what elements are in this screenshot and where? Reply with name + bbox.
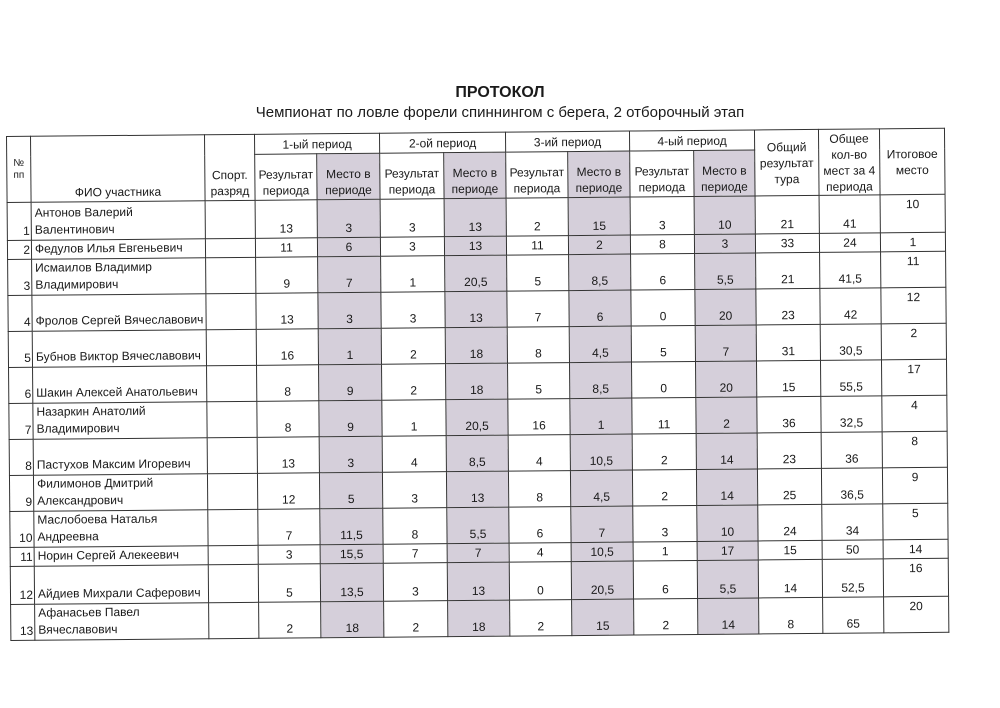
sum-places: 50 (822, 540, 883, 560)
period-place: 2 (696, 397, 757, 434)
period-result: 16 (256, 329, 318, 366)
period-place: 9 (319, 400, 382, 437)
row-number: 1 (7, 202, 31, 240)
period-place: 20,5 (571, 561, 633, 600)
final-place: 11 (881, 251, 946, 288)
period-result: 7 (258, 509, 320, 546)
period-place: 5 (319, 472, 382, 509)
period-result: 2 (632, 433, 696, 470)
total-result: 14 (758, 559, 822, 598)
sum-places: 42 (820, 288, 881, 325)
period-result: 8 (630, 234, 694, 254)
period-result: 0 (631, 361, 695, 398)
period-place: 13,5 (320, 563, 383, 602)
period-result: 13 (256, 293, 318, 330)
period-result: 5 (258, 564, 320, 603)
sport-rank (207, 437, 257, 473)
results-table (6, 128, 949, 641)
sport-rank (208, 564, 258, 602)
participant-name: Антонов Валерий Валентинович (31, 201, 205, 241)
header-result: Результат периода (380, 153, 444, 200)
total-result: 25 (757, 468, 821, 505)
period-place: 15 (568, 197, 630, 236)
period-result: 7 (383, 544, 447, 564)
period-place: 10 (694, 196, 755, 235)
period-result: 2 (384, 601, 448, 638)
final-place: 2 (881, 323, 946, 360)
sum-places: 41,5 (820, 252, 881, 289)
period-result: 11 (506, 236, 568, 256)
sport-rank (207, 473, 257, 509)
header-place: Место в периоде (694, 150, 755, 197)
period-place: 13 (447, 562, 509, 601)
sport-rank (205, 200, 255, 238)
period-place: 15,5 (320, 544, 383, 564)
sport-rank (206, 257, 256, 293)
period-place: 17 (697, 541, 758, 561)
period-result: 2 (381, 328, 445, 365)
period-result: 16 (508, 399, 570, 436)
period-place: 11,5 (320, 508, 383, 545)
sum-places: 30,5 (820, 324, 881, 361)
period-place: 2 (568, 235, 630, 255)
period-place: 5,5 (695, 253, 756, 290)
period-result: 8 (508, 471, 570, 508)
period-place: 10 (697, 505, 758, 542)
row-number: 2 (7, 240, 31, 259)
period-place: 13 (445, 291, 507, 328)
total-result: 15 (758, 540, 822, 560)
period-result: 2 (634, 598, 698, 635)
period-result: 3 (380, 237, 444, 257)
header-rank: Спорт. разряд (204, 134, 255, 200)
sum-places: 52,5 (822, 559, 883, 598)
period-place: 6 (569, 290, 631, 327)
period-place: 3 (317, 199, 380, 238)
header-final: Итоговое место (879, 128, 945, 195)
row-number: 10 (10, 511, 34, 547)
period-result: 8 (257, 401, 319, 438)
header-name: ФИО участника (31, 135, 206, 203)
period-result: 0 (509, 562, 571, 601)
sum-places: 24 (819, 233, 880, 253)
header-sum-places: Общее кол-во мест за 4 периода (818, 129, 880, 196)
participant-name: Пастухов Максим Игоревич (33, 438, 207, 476)
final-place: 16 (883, 558, 948, 597)
total-result: 21 (756, 252, 820, 289)
period-result: 6 (631, 253, 695, 290)
period-place: 18 (446, 363, 508, 400)
sum-places: 32,5 (821, 396, 882, 433)
participant-name: Исмаилов Владимир Владимирович (32, 258, 206, 296)
header-place: Место в периоде (317, 153, 380, 200)
participant-name: Бубнов Виктор Вячеславович (32, 330, 206, 368)
period-place: 5,5 (697, 560, 758, 599)
protocol-sheet (6, 128, 949, 641)
period-place: 3 (318, 292, 381, 329)
sum-places: 55,5 (820, 360, 881, 397)
participant-name: Афанасьев Павел Вячеславович (35, 603, 209, 641)
final-place: 4 (882, 395, 947, 432)
participant-name: Фролов Сергей Вячеславович (32, 294, 206, 332)
sum-places: 65 (823, 597, 884, 634)
row-number: 12 (10, 566, 34, 604)
period-result: 13 (257, 437, 319, 474)
period-result: 2 (382, 364, 446, 401)
period-result: 6 (633, 560, 697, 599)
period-result: 8 (383, 508, 447, 545)
sport-rank (207, 365, 257, 401)
sport-rank (206, 329, 256, 365)
sum-places: 36,5 (821, 468, 882, 505)
sport-rank (205, 238, 255, 257)
period-place: 7 (695, 325, 756, 362)
period-place: 9 (319, 364, 382, 401)
period-place: 14 (698, 598, 759, 635)
period-place: 20,5 (446, 399, 508, 436)
period-place: 20 (695, 361, 756, 398)
period-place: 4,5 (570, 470, 632, 507)
period-result: 12 (257, 473, 319, 510)
period-place: 6 (317, 237, 380, 257)
period-place: 8,5 (569, 254, 631, 291)
period-result: 1 (633, 541, 697, 561)
total-result: 23 (756, 288, 820, 325)
row-number: 3 (8, 259, 32, 295)
row-number: 6 (9, 367, 33, 403)
sport-rank (206, 293, 256, 329)
final-place: 9 (882, 467, 947, 504)
period-result: 4 (382, 436, 446, 473)
sport-rank (209, 602, 259, 638)
total-result: 36 (757, 396, 821, 433)
period-result: 13 (255, 200, 317, 239)
period-result: 11 (632, 397, 696, 434)
period-result: 5 (508, 363, 570, 400)
total-result: 33 (755, 233, 819, 253)
sum-places: 34 (822, 504, 883, 541)
period-place: 10,5 (570, 434, 632, 471)
period-place: 13 (446, 471, 508, 508)
period-result: 7 (507, 291, 569, 328)
period-result: 3 (380, 199, 444, 238)
participant-name: Назаркин Анатолий Владимирович (33, 402, 207, 440)
final-place: 8 (882, 431, 947, 468)
row-number: 5 (8, 331, 32, 367)
period-place: 7 (318, 256, 381, 293)
period-place: 8,5 (569, 362, 631, 399)
period-result: 1 (381, 256, 445, 293)
period-place: 8,5 (446, 435, 508, 472)
final-place: 10 (880, 194, 945, 233)
period-result: 2 (510, 600, 572, 637)
header-place: Место в периоде (444, 152, 506, 199)
header-period-1: 1-ый период (254, 133, 379, 154)
participant-name: Норин Сергей Алекеевич (34, 546, 208, 567)
period-result: 3 (383, 563, 447, 602)
total-result: 15 (756, 360, 820, 397)
period-result: 3 (381, 292, 445, 329)
period-place: 5,5 (447, 507, 509, 544)
final-place: 14 (883, 539, 948, 559)
sum-places: 41 (819, 195, 880, 234)
period-place: 13 (444, 236, 506, 256)
participant-name: Федулов Илья Евгеньевич (31, 239, 205, 260)
header-place: Место в периоде (568, 151, 630, 198)
period-place: 3 (694, 234, 755, 254)
row-number: 11 (10, 547, 34, 566)
sport-rank (208, 509, 258, 545)
final-place: 20 (884, 596, 949, 633)
results-body (7, 194, 949, 640)
total-result: 21 (755, 195, 819, 234)
sport-rank (207, 401, 257, 437)
period-place: 14 (696, 469, 757, 506)
period-result: 3 (258, 545, 320, 565)
row-number: 8 (9, 439, 33, 475)
period-place: 1 (570, 398, 632, 435)
period-place: 20 (695, 289, 756, 326)
period-place: 20,5 (445, 255, 507, 292)
period-result: 2 (632, 469, 696, 506)
period-result: 3 (630, 196, 694, 235)
period-result: 1 (382, 400, 446, 437)
participant-name: Филимонов Дмитрий Александрович (33, 474, 207, 512)
period-place: 3 (319, 436, 382, 473)
period-result: 5 (631, 325, 695, 362)
header-result: Результат периода (630, 150, 694, 197)
period-result: 2 (259, 602, 321, 639)
row-number: 13 (11, 604, 35, 640)
total-result: 8 (759, 597, 823, 634)
final-place: 1 (880, 232, 945, 252)
period-place: 4,5 (569, 326, 631, 363)
header-period-2: 2-ой период (379, 132, 505, 153)
period-result: 4 (508, 435, 570, 472)
period-place: 10,5 (571, 542, 633, 562)
final-place: 5 (883, 503, 948, 540)
total-result: 31 (756, 324, 820, 361)
period-result: 11 (255, 238, 317, 258)
sport-rank (208, 545, 258, 564)
header-num: № пп (7, 136, 32, 202)
header-period-4: 4-ый период (629, 130, 754, 151)
row-number: 9 (9, 475, 33, 511)
sum-places: 36 (821, 432, 882, 469)
participant-name: Шакин Алексей Анатольевич (33, 366, 207, 404)
table-row (11, 596, 949, 640)
period-result: 3 (633, 505, 697, 542)
final-place: 12 (881, 287, 946, 324)
header-result: Результат периода (255, 154, 317, 201)
period-place: 13 (444, 198, 506, 237)
period-result: 2 (506, 198, 568, 237)
period-result: 8 (507, 327, 569, 364)
period-place: 18 (448, 600, 510, 637)
period-place: 18 (321, 601, 384, 638)
participant-name: Айдиев Михрали Саферович (34, 565, 208, 605)
period-result: 8 (257, 365, 319, 402)
period-place: 7 (447, 543, 509, 563)
header-period-3: 3-ий период (505, 131, 629, 152)
row-number: 7 (9, 403, 33, 439)
participant-name: Маслобоева Наталья Андреевна (34, 510, 208, 548)
period-result: 6 (509, 507, 571, 544)
period-result: 0 (631, 289, 695, 326)
period-result: 9 (256, 257, 318, 294)
row-number: 4 (8, 295, 32, 331)
period-place: 18 (445, 327, 507, 364)
period-place: 15 (572, 599, 634, 636)
header-result: Результат периода (506, 152, 568, 199)
period-result: 3 (382, 472, 446, 509)
period-place: 7 (571, 506, 633, 543)
header-total: Общий результат тура (754, 129, 819, 196)
period-place: 1 (318, 328, 381, 365)
total-result: 24 (758, 504, 822, 541)
document-title: ПРОТОКОЛ (455, 84, 545, 101)
period-result: 5 (507, 255, 569, 292)
document-subtitle: Чемпионат по ловле форели спиннингом с берега, 2 отборочный этап (255, 104, 745, 121)
final-place: 17 (881, 359, 946, 396)
total-result: 23 (757, 432, 821, 469)
period-place: 14 (696, 433, 757, 470)
period-result: 4 (509, 543, 571, 563)
